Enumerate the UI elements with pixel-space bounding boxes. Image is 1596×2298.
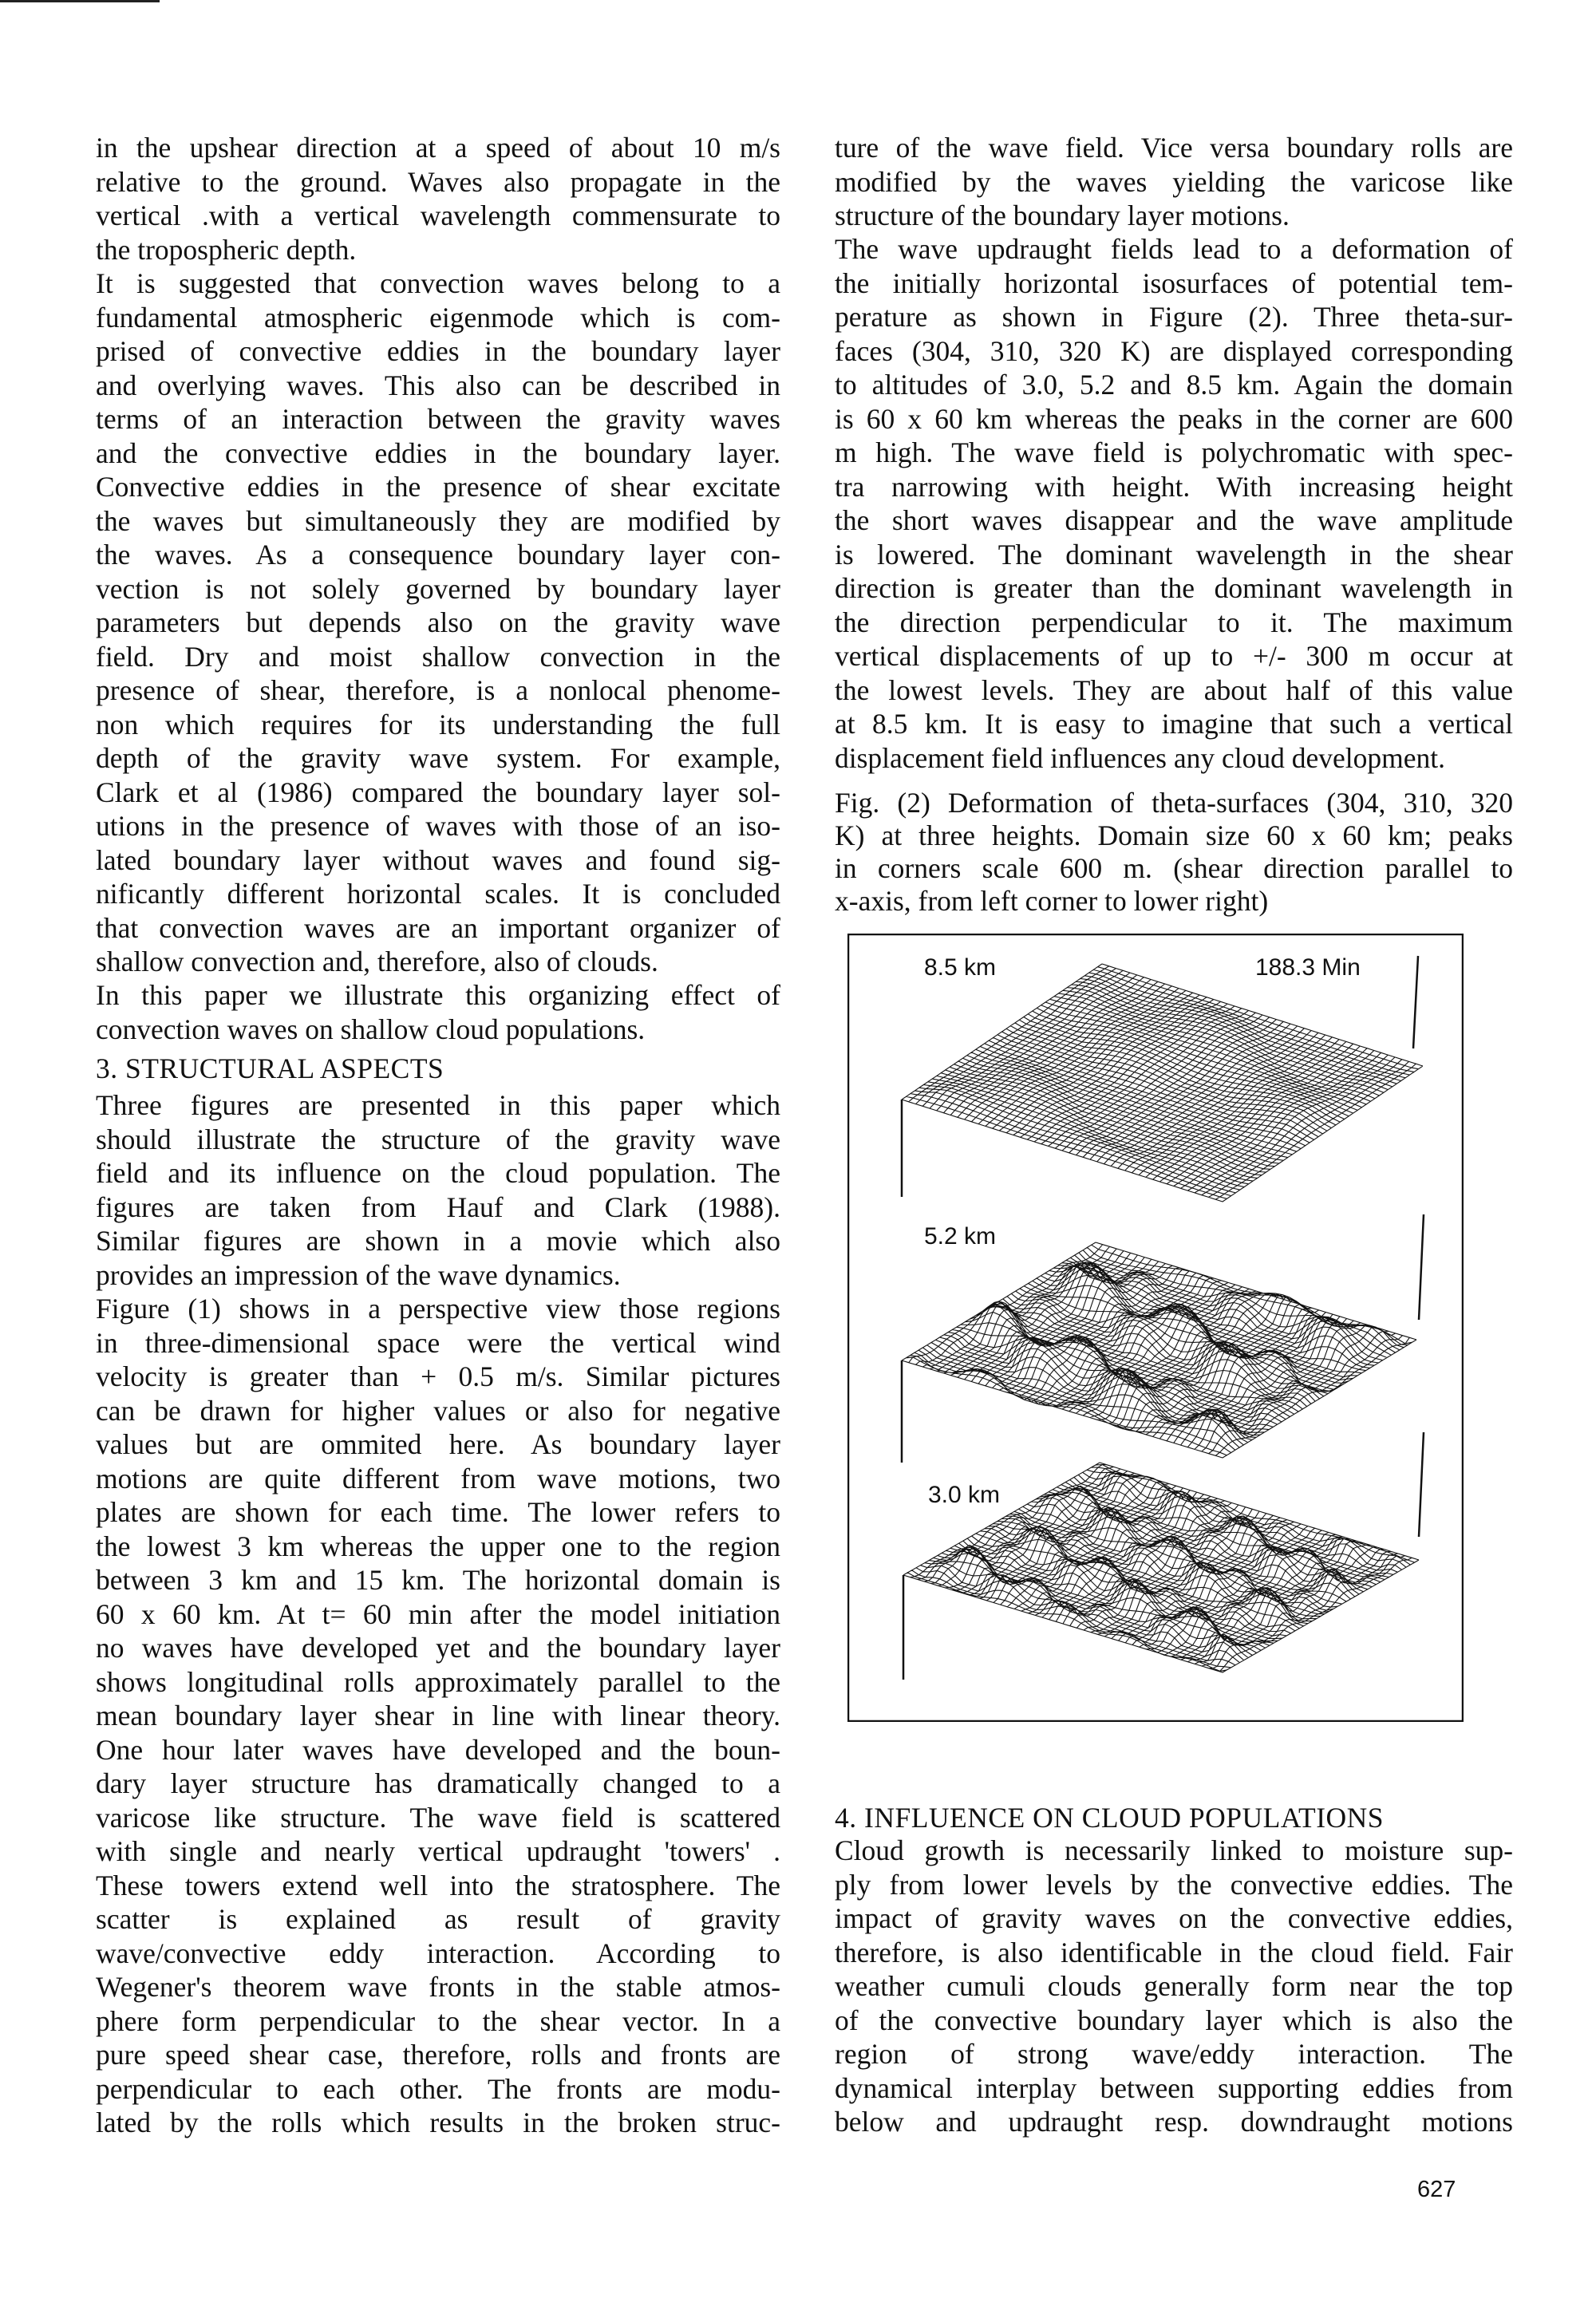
text-line: the lowest levels. They are about half of this value bbox=[835, 673, 1513, 706]
text-line: in corners scale 600 m. (shear direction parallel to bbox=[835, 852, 1513, 884]
text-line: displacement field influences any cloud development. bbox=[835, 741, 1445, 774]
text-line: 60 x 60 km. At t= 60 min after the model initiation bbox=[96, 1597, 780, 1630]
text-line: perpendicular to each other. The fronts are modu- bbox=[96, 2072, 780, 2105]
text-line: in three-dimensional space were the vertical wind bbox=[96, 1326, 780, 1359]
text-line: faces (304, 310, 320 K) are displayed corresponding bbox=[835, 334, 1513, 367]
text-line: provides an impression of the wave dynamics. bbox=[96, 1258, 621, 1291]
paragraph-figure-1 bbox=[96, 1292, 780, 2140]
text-line: structure of the boundary layer motions. bbox=[835, 199, 1290, 231]
text-line: lated boundary layer without waves and found sig- bbox=[96, 843, 780, 876]
text-line: convection waves on shallow cloud populations. bbox=[96, 1013, 646, 1045]
text-line: depth of the gravity wave system. For example, bbox=[96, 742, 780, 774]
text-line: the lowest 3 km whereas the upper one to the region bbox=[96, 1530, 780, 1562]
text-line: impact of gravity waves on the convective eddies, bbox=[835, 1902, 1513, 1934]
text-line: fundamental atmospheric eigenmode which is com- bbox=[96, 301, 780, 334]
text-line: at 8.5 km. It is easy to imagine that such a vertical bbox=[835, 708, 1513, 740]
text-line: Fig. (2) Deformation of theta-surfaces (304, 310, 320 bbox=[835, 787, 1513, 819]
text-line: and overlying waves. This also can be described in bbox=[96, 369, 780, 401]
figure-frame-svg bbox=[847, 934, 1464, 1722]
text-line: Clark et al (1986) compared the boundary layer sol- bbox=[96, 776, 780, 808]
text-line: Three figures are presented in this paper which bbox=[96, 1089, 780, 1121]
text-line: pure speed shear case, therefore, rolls and fronts are bbox=[96, 2039, 780, 2071]
text-line: vertical displacements of up to +/- 300 m occur at bbox=[835, 640, 1513, 672]
paragraph-wave-field bbox=[835, 131, 1513, 233]
text-line: One hour later waves have developed and the boun- bbox=[96, 1733, 780, 1766]
text-line: motions are quite different from wave motions, two bbox=[96, 1462, 780, 1494]
paragraph-cloud-growth bbox=[835, 1834, 1513, 2139]
text-line: x-axis, from left corner to lower right) bbox=[835, 885, 1269, 917]
text-line: modified by the waves yielding the varicose like bbox=[835, 165, 1513, 198]
text-line: In this paper we illustrate this organizing effect of bbox=[96, 979, 780, 1011]
top-rule bbox=[0, 0, 160, 2]
text-line: the tropospheric depth. bbox=[96, 233, 357, 266]
paragraph-three-figures bbox=[96, 1088, 780, 1292]
figure-2-theta-surfaces bbox=[847, 934, 1464, 1722]
text-line: is 60 x 60 km whereas the peaks in the corner are 600 bbox=[835, 402, 1513, 435]
text-line: tra narrowing with height. With increasing height bbox=[835, 470, 1513, 503]
text-line: therefore, is also identificable in the cloud field. Fair bbox=[835, 1936, 1513, 1968]
text-line: velocity is greater than + 0.5 m/s. Similar pictures bbox=[96, 1360, 780, 1392]
text-line: m high. The wave field is polychromatic with spec- bbox=[835, 436, 1513, 468]
text-line: the waves. As a consequence boundary layer con- bbox=[96, 539, 780, 571]
text-line: no waves have developed yet and the boundary layer bbox=[96, 1632, 780, 1664]
text-line: prised of convective eddies in the boundary layer bbox=[96, 335, 780, 367]
paragraph-deformation bbox=[835, 232, 1513, 775]
page-number: 627 bbox=[1417, 2177, 1456, 2202]
text-line: K) at three heights. Domain size 60 x 60 km; peaks bbox=[835, 819, 1513, 851]
text-line: utions in the presence of waves with those of an iso- bbox=[96, 810, 780, 842]
text-line: vertical .with a vertical wavelength commensurate to bbox=[96, 199, 780, 231]
text-line: perature as shown in Figure (2). Three theta-sur- bbox=[835, 301, 1513, 333]
section-heading-structural-aspects: 3. STRUCTURAL ASPECTS bbox=[96, 1052, 444, 1084]
text-line: dary layer structure has dramatically changed to a bbox=[96, 1767, 780, 1799]
text-line: ture of the wave field. Vice versa boundary rolls are bbox=[835, 132, 1513, 164]
text-line: the initially horizontal isosurfaces of potential tem- bbox=[835, 267, 1513, 299]
text-line: the waves but simultaneously they are modified by bbox=[96, 504, 780, 537]
figure-border bbox=[848, 934, 1463, 1721]
text-line: field. Dry and moist shallow convection in the bbox=[96, 640, 780, 673]
text-line: that convection waves are an important organizer of bbox=[96, 911, 780, 944]
text-line: in the upshear direction at a speed of about 10 m/s bbox=[96, 132, 780, 164]
text-line: the short waves disappear and the wave amplitude bbox=[835, 504, 1513, 536]
text-line: Figure (1) shows in a perspective view those regions bbox=[96, 1293, 780, 1325]
text-line: vection is not solely governed by boundary layer bbox=[96, 572, 780, 605]
text-line: the direction perpendicular to it. The maximum bbox=[835, 606, 1513, 638]
text-line: parameters but depends also on the gravity wave bbox=[96, 606, 780, 638]
text-line: with single and nearly vertical updraught 'towers' . bbox=[96, 1835, 780, 1867]
text-line: ply from lower levels by the convective eddies. The bbox=[835, 1868, 1513, 1901]
text-line: should illustrate the structure of the gravity wave bbox=[96, 1123, 780, 1155]
paragraph-upshear bbox=[96, 131, 780, 267]
paragraph-eigenmode bbox=[96, 267, 780, 979]
text-line: between 3 km and 15 km. The horizontal domain is bbox=[96, 1564, 780, 1596]
text-line: below and updraught resp. downdraught motions bbox=[835, 2106, 1513, 2138]
text-line: non which requires for its understanding the full bbox=[96, 708, 780, 740]
text-line: weather cumuli clouds generally form near the top bbox=[835, 1970, 1513, 2002]
text-line: field and its influence on the cloud population. The bbox=[96, 1157, 780, 1189]
label-8-5-km: 8.5 km bbox=[924, 954, 997, 981]
text-line: phere form perpendicular to the shear vector. In a bbox=[96, 2004, 780, 2037]
text-line: values but are ommited here. As boundary layer bbox=[96, 1428, 780, 1460]
section-heading-cloud-populations: 4. INFLUENCE ON CLOUD POPULATIONS bbox=[835, 1802, 1385, 1834]
text-line: of the convective boundary layer which is also the bbox=[835, 2004, 1513, 2036]
text-line: presence of shear, therefore, is a nonlocal phenome- bbox=[96, 674, 780, 706]
label-5-2-km: 5.2 km bbox=[924, 1223, 997, 1250]
text-line: plates are shown for each time. The lower refers to bbox=[96, 1496, 780, 1528]
text-line: shows longitudinal rolls approximately parallel to the bbox=[96, 1665, 780, 1698]
text-line: is lowered. The dominant wavelength in the shear bbox=[835, 538, 1513, 571]
text-line: figures are taken from Hauf and Clark (1988). bbox=[96, 1190, 780, 1223]
figure-caption bbox=[835, 787, 1513, 918]
text-line: It is suggested that convection waves belong to a bbox=[96, 267, 780, 299]
paragraph-illustrate bbox=[96, 978, 780, 1046]
text-line: Convective eddies in the presence of shear excitate bbox=[96, 471, 780, 503]
text-line: to altitudes of 3.0, 5.2 and 8.5 km. Again the domain bbox=[835, 369, 1513, 401]
text-line: shallow convection and, therefore, also of clouds. bbox=[96, 946, 658, 977]
label-3-0-km: 3.0 km bbox=[928, 1482, 1001, 1508]
label-time: 188.3 Min bbox=[1255, 954, 1361, 981]
text-line: mean boundary layer shear in line with linear theory. bbox=[96, 1700, 780, 1731]
text-line: varicose like structure. The wave field is scattered bbox=[96, 1801, 780, 1834]
text-line: dynamical interplay between supporting eddies from bbox=[835, 2071, 1513, 2104]
text-line: wave/convective eddy interaction. According to bbox=[96, 1937, 780, 1969]
text-line: can be drawn for higher values or also for negative bbox=[96, 1394, 780, 1427]
text-line: region of strong wave/eddy interaction. The bbox=[835, 2038, 1513, 2070]
text-line: lated by the rolls which results in the broken struc- bbox=[96, 2106, 780, 2138]
text-line: The wave updraught fields lead to a deformation of bbox=[835, 233, 1513, 265]
text-line: terms of an interaction between the gravity waves bbox=[96, 403, 780, 435]
text-line: scatter is explained as result of gravity bbox=[96, 1903, 780, 1935]
text-line: and the convective eddies in the boundary layer. bbox=[96, 436, 780, 469]
text-line: direction is greater than the dominant wavelength in bbox=[835, 572, 1513, 604]
text-line: relative to the ground. Waves also propagate in the bbox=[96, 165, 780, 198]
text-line: Wegener's theorem wave fronts in the stable atmos- bbox=[96, 1971, 780, 2003]
text-line: Cloud growth is necessarily linked to moisture sup- bbox=[835, 1834, 1513, 1866]
text-line: Similar figures are shown in a movie which also bbox=[96, 1225, 780, 1257]
text-line: These towers extend well into the stratosphere. The bbox=[96, 1869, 780, 1901]
text-line: nificantly different horizontal scales. It is concluded bbox=[96, 878, 780, 910]
